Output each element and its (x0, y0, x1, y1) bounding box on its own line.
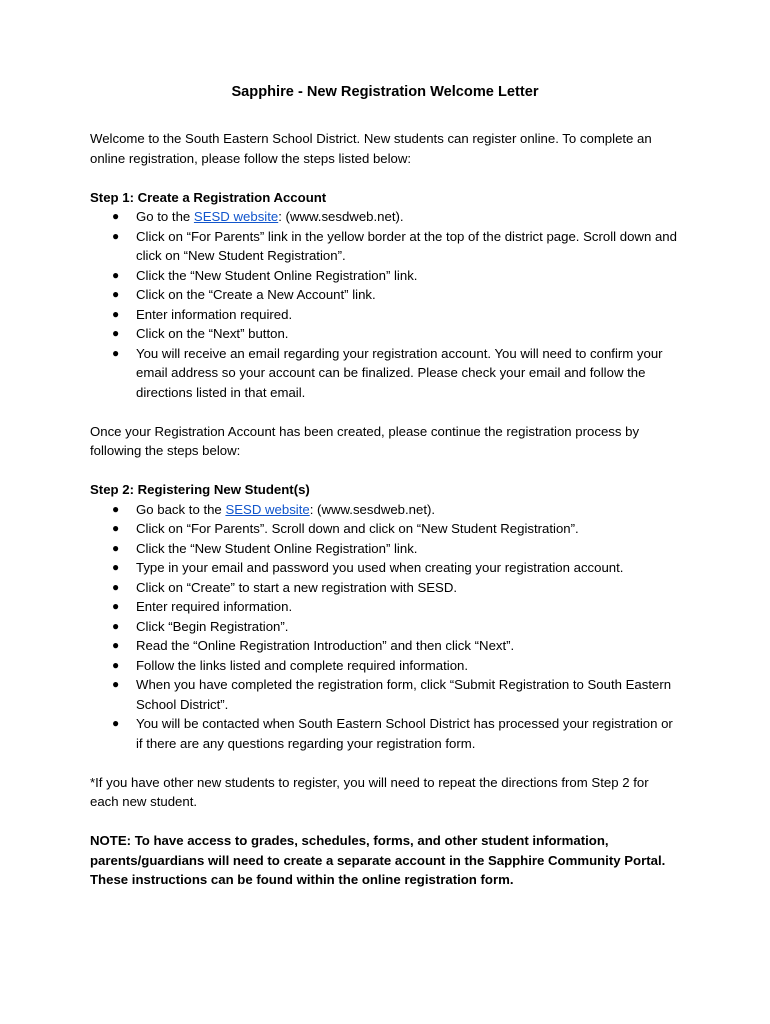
step2-list (90, 500, 680, 754)
list-item (90, 285, 680, 305)
bullet-icon: ● (112, 287, 120, 301)
list-item-text: Click “Begin Registration”. (136, 618, 289, 634)
list-item (90, 519, 680, 539)
list-item-text: Enter required information. (136, 599, 293, 614)
list-item (90, 597, 680, 617)
step1-list (90, 207, 680, 402)
list-item-text: You will be contacted when South Eastern School District has processed your registration or if there are any questions regarding your registration form. (136, 716, 673, 751)
list-item-text: Type in your email and password you used when creating your registration account. (136, 560, 624, 575)
intro-paragraph: Welcome to the South Eastern School District. New students can register online. To complete an online registration, please follow the steps listed below: (90, 131, 652, 166)
list-item (90, 227, 680, 266)
list-item-text: Click on the “Next” button. (136, 326, 289, 341)
list-item-text: You will receive an email regarding your registration account. You will need to confirm your email address so your account can be finalized. Please check your email and follow the directions listed in that email. (136, 345, 663, 400)
list-item (90, 617, 680, 637)
bullet-icon: ● (112, 599, 120, 613)
list-item (90, 578, 680, 598)
list-item (90, 324, 680, 344)
bullet-icon: ● (112, 638, 120, 652)
list-item-text: Read the “Online Registration Introduction” and then click “Next”. (136, 638, 515, 653)
bullet-icon: ● (112, 209, 120, 223)
sesd-website-link[interactable]: SESD website (193, 209, 279, 224)
list-item (90, 636, 680, 656)
list-item-text: Click the “New Student Online Registration” link. (136, 267, 418, 283)
bullet-icon: ● (112, 345, 120, 360)
bullet-icon: ● (112, 618, 120, 633)
list-item-text-prefix: Go to the (136, 209, 194, 224)
list-item (90, 344, 680, 403)
list-item-text-suffix: : (www.sesdweb.net). (278, 209, 404, 224)
list-item-text: Follow the links listed and complete required information. (136, 657, 469, 673)
list-item-text: When you have completed the registration form, click “Submit Registration to South Eastern School District”. (136, 677, 672, 712)
list-item (90, 675, 680, 714)
bullet-icon: ● (112, 306, 120, 321)
list-item (90, 539, 680, 559)
bullet-icon: ● (112, 657, 120, 672)
repeat-note: *If you have other new students to register, you will need to repeat the directions from Step 2 for each new student. (90, 774, 649, 809)
bullet-icon: ● (112, 267, 120, 282)
list-item (90, 266, 680, 286)
bullet-icon: ● (112, 540, 120, 555)
bullet-icon: ● (112, 326, 120, 340)
bullet-icon: ● (112, 228, 120, 243)
bullet-icon: ● (112, 560, 120, 574)
list-item (90, 305, 680, 325)
list-item-text: Click the “New Student Online Registration” link. (136, 540, 418, 556)
list-item-text: Click on the “Create a New Account” link. (136, 287, 376, 302)
list-item (90, 558, 680, 578)
bullet-icon: ● (112, 501, 120, 516)
list-item (90, 207, 680, 227)
list-item-text: Click on “For Parents” link in the yellow border at the top of the district page. Scroll down and click on “New Student Registration”. (136, 228, 677, 263)
middle-paragraph: Once your Registration Account has been created, please continue the registration process by following the steps below: (90, 423, 640, 458)
list-item (90, 714, 680, 753)
list-item-text-prefix: Go back to the (136, 501, 226, 517)
step1-heading: Step 1: Create a Registration Account (90, 189, 327, 205)
document-title: Sapphire - New Registration Welcome Letter (231, 84, 539, 100)
step2-heading: Step 2: Registering New Student(s) (90, 482, 310, 497)
list-item-text-suffix: : (www.sesdweb.net). (309, 501, 436, 517)
list-item-text: Click on “Create” to start a new registration with SESD. (136, 579, 458, 595)
list-item-text: Enter information required. (136, 306, 293, 322)
bullet-icon: ● (112, 521, 120, 535)
bullet-icon: ● (112, 677, 120, 691)
bullet-icon: ● (112, 716, 120, 730)
list-item (90, 656, 680, 676)
bullet-icon: ● (112, 579, 120, 594)
list-item-text: Click on “For Parents”. Scroll down and click on “New Student Registration”. (136, 521, 579, 536)
list-item (90, 500, 680, 520)
sesd-website-link[interactable]: SESD website (225, 501, 310, 517)
access-note: NOTE: To have access to grades, schedules, forms, and other student information, parents/guardians will need to create a separate account in the Sapphire Community Portal. These instructions can be found within the online registration form. (90, 833, 666, 887)
